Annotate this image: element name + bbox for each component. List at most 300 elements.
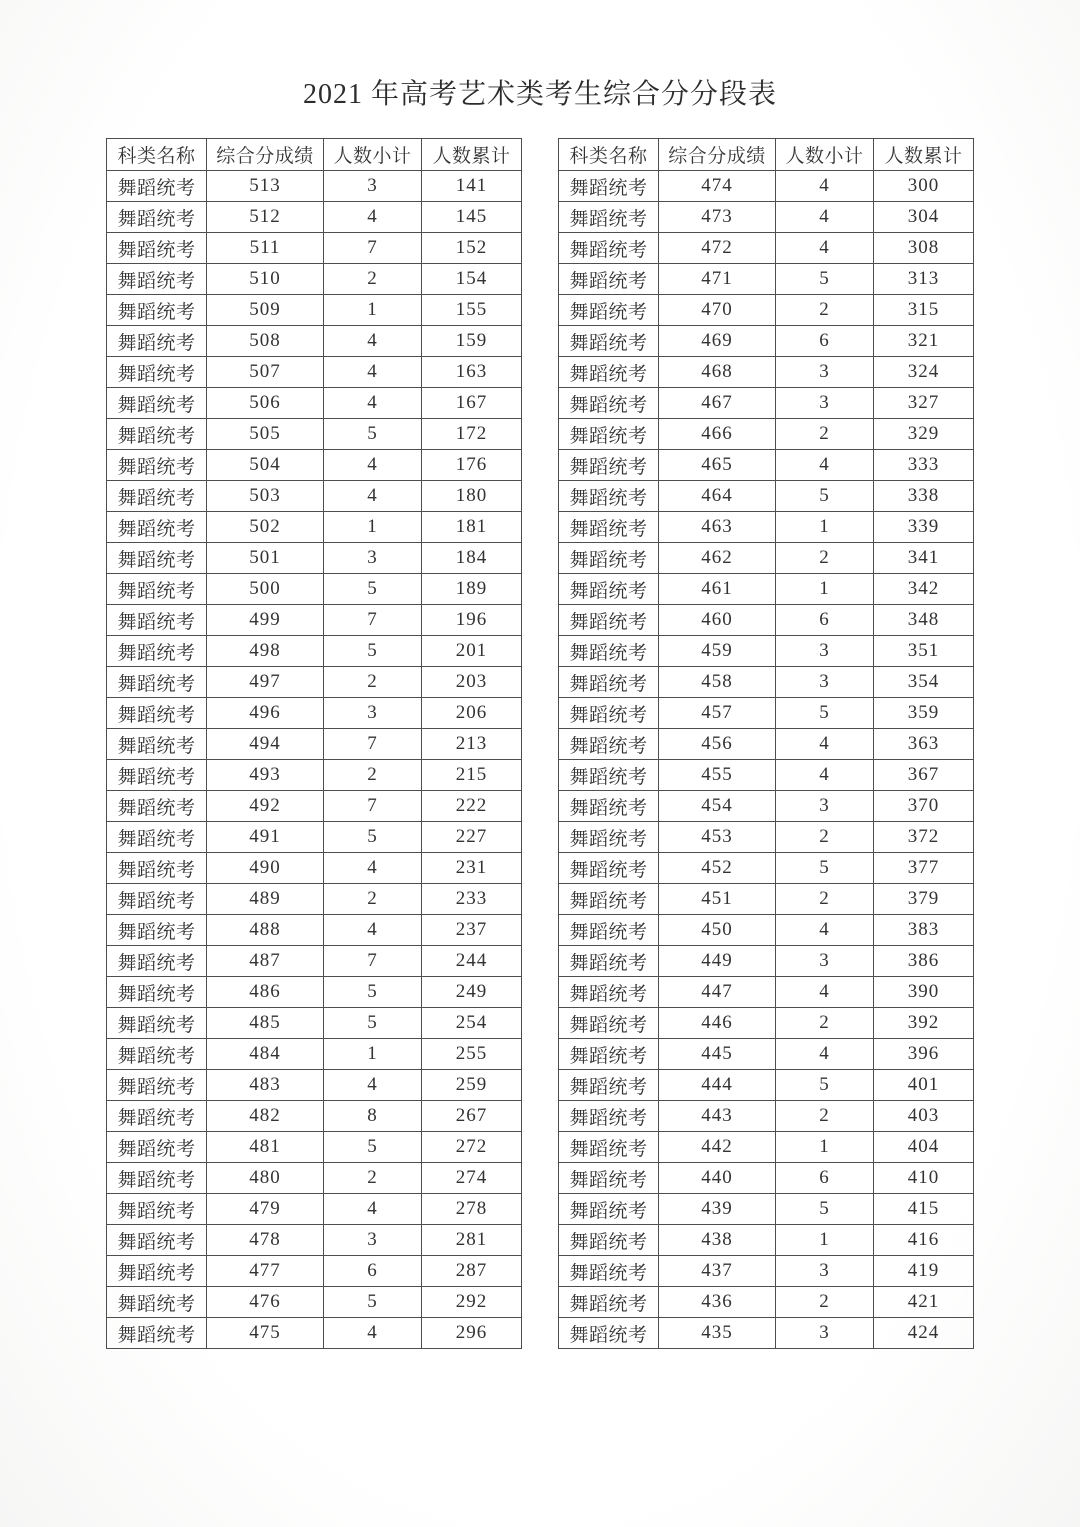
subtotal-cell: 5 <box>776 1194 874 1225</box>
category-cell: 舞蹈统考 <box>107 481 207 512</box>
cumulative-cell: 300 <box>874 171 974 202</box>
cumulative-cell: 333 <box>874 450 974 481</box>
table-row <box>559 419 974 450</box>
table-row <box>559 667 974 698</box>
cumulative-cell: 155 <box>422 295 522 326</box>
cumulative-cell: 386 <box>874 946 974 977</box>
category-cell: 舞蹈统考 <box>107 1008 207 1039</box>
column-header: 综合分成绩 <box>207 139 324 171</box>
category-cell: 舞蹈统考 <box>107 1287 207 1318</box>
table-row <box>559 884 974 915</box>
cumulative-cell: 416 <box>874 1225 974 1256</box>
tables-container <box>0 138 1080 1349</box>
cumulative-cell: 390 <box>874 977 974 1008</box>
cumulative-cell: 244 <box>422 946 522 977</box>
category-cell: 舞蹈统考 <box>559 884 659 915</box>
cumulative-cell: 201 <box>422 636 522 667</box>
score-cell: 493 <box>207 760 324 791</box>
score-table-left <box>106 138 522 1349</box>
subtotal-cell: 4 <box>776 233 874 264</box>
score-cell: 480 <box>207 1163 324 1194</box>
table-row <box>559 605 974 636</box>
cumulative-cell: 354 <box>874 667 974 698</box>
cumulative-cell: 383 <box>874 915 974 946</box>
subtotal-cell: 2 <box>324 1163 422 1194</box>
score-cell: 446 <box>659 1008 776 1039</box>
cumulative-cell: 259 <box>422 1070 522 1101</box>
score-cell: 485 <box>207 1008 324 1039</box>
table-row <box>559 1070 974 1101</box>
table-row <box>107 946 522 977</box>
subtotal-cell: 2 <box>776 1287 874 1318</box>
score-cell: 502 <box>207 512 324 543</box>
table-row <box>107 419 522 450</box>
table-row <box>107 1287 522 1318</box>
cumulative-cell: 313 <box>874 264 974 295</box>
cumulative-cell: 315 <box>874 295 974 326</box>
score-cell: 506 <box>207 388 324 419</box>
table-row <box>107 1163 522 1194</box>
cumulative-cell: 296 <box>422 1318 522 1349</box>
table-row <box>559 1287 974 1318</box>
subtotal-cell: 3 <box>776 667 874 698</box>
category-cell: 舞蹈统考 <box>559 1225 659 1256</box>
subtotal-cell: 4 <box>776 760 874 791</box>
table-row <box>559 326 974 357</box>
score-cell: 465 <box>659 450 776 481</box>
cumulative-cell: 254 <box>422 1008 522 1039</box>
cumulative-cell: 281 <box>422 1225 522 1256</box>
category-cell: 舞蹈统考 <box>559 915 659 946</box>
subtotal-cell: 4 <box>324 915 422 946</box>
category-cell: 舞蹈统考 <box>107 1318 207 1349</box>
score-cell: 503 <box>207 481 324 512</box>
cumulative-cell: 338 <box>874 481 974 512</box>
cumulative-cell: 203 <box>422 667 522 698</box>
cumulative-cell: 410 <box>874 1163 974 1194</box>
subtotal-cell: 6 <box>776 1163 874 1194</box>
table-row <box>107 698 522 729</box>
table-row <box>559 543 974 574</box>
column-header: 科类名称 <box>559 139 659 171</box>
score-cell: 444 <box>659 1070 776 1101</box>
subtotal-cell: 3 <box>324 543 422 574</box>
category-cell: 舞蹈统考 <box>107 946 207 977</box>
cumulative-cell: 233 <box>422 884 522 915</box>
subtotal-cell: 4 <box>324 450 422 481</box>
score-cell: 508 <box>207 326 324 357</box>
cumulative-cell: 327 <box>874 388 974 419</box>
subtotal-cell: 4 <box>324 357 422 388</box>
subtotal-cell: 4 <box>776 977 874 1008</box>
score-cell: 487 <box>207 946 324 977</box>
score-cell: 477 <box>207 1256 324 1287</box>
table-row <box>107 264 522 295</box>
cumulative-cell: 421 <box>874 1287 974 1318</box>
subtotal-cell: 4 <box>776 1039 874 1070</box>
subtotal-cell: 4 <box>324 481 422 512</box>
score-cell: 466 <box>659 419 776 450</box>
category-cell: 舞蹈统考 <box>559 636 659 667</box>
cumulative-cell: 167 <box>422 388 522 419</box>
cumulative-cell: 341 <box>874 543 974 574</box>
subtotal-cell: 3 <box>324 698 422 729</box>
table-row <box>559 264 974 295</box>
table-row <box>107 760 522 791</box>
cumulative-cell: 274 <box>422 1163 522 1194</box>
score-cell: 445 <box>659 1039 776 1070</box>
table-row <box>559 295 974 326</box>
table-row <box>107 791 522 822</box>
category-cell: 舞蹈统考 <box>559 264 659 295</box>
category-cell: 舞蹈统考 <box>107 388 207 419</box>
score-cell: 462 <box>659 543 776 574</box>
cumulative-cell: 351 <box>874 636 974 667</box>
cumulative-cell: 189 <box>422 574 522 605</box>
score-cell: 499 <box>207 605 324 636</box>
cumulative-cell: 159 <box>422 326 522 357</box>
cumulative-cell: 339 <box>874 512 974 543</box>
category-cell: 舞蹈统考 <box>559 946 659 977</box>
subtotal-cell: 1 <box>324 512 422 543</box>
category-cell: 舞蹈统考 <box>559 388 659 419</box>
score-cell: 483 <box>207 1070 324 1101</box>
score-cell: 447 <box>659 977 776 1008</box>
category-cell: 舞蹈统考 <box>107 760 207 791</box>
cumulative-cell: 278 <box>422 1194 522 1225</box>
table-row <box>107 1008 522 1039</box>
score-cell: 455 <box>659 760 776 791</box>
cumulative-cell: 359 <box>874 698 974 729</box>
category-cell: 舞蹈统考 <box>559 202 659 233</box>
score-cell: 453 <box>659 822 776 853</box>
table-row <box>559 574 974 605</box>
table-row <box>107 605 522 636</box>
category-cell: 舞蹈统考 <box>559 1194 659 1225</box>
subtotal-cell: 5 <box>324 1008 422 1039</box>
category-cell: 舞蹈统考 <box>107 1101 207 1132</box>
cumulative-cell: 292 <box>422 1287 522 1318</box>
category-cell: 舞蹈统考 <box>559 1101 659 1132</box>
table-row <box>107 202 522 233</box>
category-cell: 舞蹈统考 <box>559 729 659 760</box>
subtotal-cell: 5 <box>776 264 874 295</box>
cumulative-cell: 176 <box>422 450 522 481</box>
subtotal-cell: 4 <box>776 202 874 233</box>
table-row <box>107 574 522 605</box>
cumulative-cell: 308 <box>874 233 974 264</box>
column-header: 人数小计 <box>776 139 874 171</box>
score-cell: 440 <box>659 1163 776 1194</box>
category-cell: 舞蹈统考 <box>559 1008 659 1039</box>
cumulative-cell: 222 <box>422 791 522 822</box>
subtotal-cell: 6 <box>776 326 874 357</box>
category-cell: 舞蹈统考 <box>559 357 659 388</box>
cumulative-cell: 342 <box>874 574 974 605</box>
table-row <box>107 450 522 481</box>
score-cell: 460 <box>659 605 776 636</box>
subtotal-cell: 2 <box>776 295 874 326</box>
table-row <box>107 326 522 357</box>
column-header: 人数累计 <box>422 139 522 171</box>
table-row <box>559 698 974 729</box>
table-row <box>559 450 974 481</box>
score-cell: 436 <box>659 1287 776 1318</box>
category-cell: 舞蹈统考 <box>107 357 207 388</box>
category-cell: 舞蹈统考 <box>107 977 207 1008</box>
table-row <box>107 1318 522 1349</box>
score-cell: 438 <box>659 1225 776 1256</box>
table-row <box>107 1070 522 1101</box>
category-cell: 舞蹈统考 <box>559 977 659 1008</box>
cumulative-cell: 141 <box>422 171 522 202</box>
cumulative-cell: 145 <box>422 202 522 233</box>
subtotal-cell: 6 <box>324 1256 422 1287</box>
subtotal-cell: 4 <box>324 202 422 233</box>
subtotal-cell: 2 <box>324 760 422 791</box>
subtotal-cell: 4 <box>324 853 422 884</box>
category-cell: 舞蹈统考 <box>107 1225 207 1256</box>
cumulative-cell: 237 <box>422 915 522 946</box>
category-cell: 舞蹈统考 <box>559 1318 659 1349</box>
subtotal-cell: 1 <box>776 1225 874 1256</box>
category-cell: 舞蹈统考 <box>107 822 207 853</box>
category-cell: 舞蹈统考 <box>559 419 659 450</box>
column-header: 人数小计 <box>324 139 422 171</box>
subtotal-cell: 6 <box>776 605 874 636</box>
subtotal-cell: 3 <box>776 946 874 977</box>
score-cell: 442 <box>659 1132 776 1163</box>
subtotal-cell: 7 <box>324 791 422 822</box>
subtotal-cell: 5 <box>324 822 422 853</box>
category-cell: 舞蹈统考 <box>107 636 207 667</box>
category-cell: 舞蹈统考 <box>107 233 207 264</box>
category-cell: 舞蹈统考 <box>107 605 207 636</box>
subtotal-cell: 5 <box>324 636 422 667</box>
subtotal-cell: 3 <box>776 388 874 419</box>
category-cell: 舞蹈统考 <box>559 1132 659 1163</box>
category-cell: 舞蹈统考 <box>107 171 207 202</box>
table-row <box>559 1163 974 1194</box>
category-cell: 舞蹈统考 <box>559 295 659 326</box>
subtotal-cell: 3 <box>324 171 422 202</box>
table-row <box>559 1101 974 1132</box>
category-cell: 舞蹈统考 <box>559 1070 659 1101</box>
category-cell: 舞蹈统考 <box>107 915 207 946</box>
category-cell: 舞蹈统考 <box>107 1132 207 1163</box>
table-row <box>559 1039 974 1070</box>
cumulative-cell: 392 <box>874 1008 974 1039</box>
subtotal-cell: 2 <box>776 419 874 450</box>
subtotal-cell: 4 <box>324 1070 422 1101</box>
table-row <box>559 1318 974 1349</box>
subtotal-cell: 1 <box>324 295 422 326</box>
score-cell: 491 <box>207 822 324 853</box>
subtotal-cell: 2 <box>776 884 874 915</box>
subtotal-cell: 1 <box>776 574 874 605</box>
subtotal-cell: 2 <box>776 1008 874 1039</box>
category-cell: 舞蹈统考 <box>107 1163 207 1194</box>
category-cell: 舞蹈统考 <box>559 605 659 636</box>
table-row <box>107 295 522 326</box>
category-cell: 舞蹈统考 <box>559 512 659 543</box>
score-cell: 454 <box>659 791 776 822</box>
score-cell: 511 <box>207 233 324 264</box>
score-cell: 458 <box>659 667 776 698</box>
score-cell: 475 <box>207 1318 324 1349</box>
table-row <box>559 233 974 264</box>
cumulative-cell: 227 <box>422 822 522 853</box>
subtotal-cell: 1 <box>776 512 874 543</box>
score-cell: 439 <box>659 1194 776 1225</box>
subtotal-cell: 5 <box>776 698 874 729</box>
cumulative-cell: 184 <box>422 543 522 574</box>
subtotal-cell: 4 <box>776 915 874 946</box>
category-cell: 舞蹈统考 <box>559 481 659 512</box>
table-row <box>559 357 974 388</box>
subtotal-cell: 4 <box>324 388 422 419</box>
category-cell: 舞蹈统考 <box>107 1256 207 1287</box>
category-cell: 舞蹈统考 <box>107 853 207 884</box>
header-row <box>559 139 974 171</box>
cumulative-cell: 267 <box>422 1101 522 1132</box>
table-row <box>559 915 974 946</box>
table-row <box>107 543 522 574</box>
score-cell: 476 <box>207 1287 324 1318</box>
cumulative-cell: 249 <box>422 977 522 1008</box>
table-row <box>559 1225 974 1256</box>
score-cell: 472 <box>659 233 776 264</box>
subtotal-cell: 4 <box>776 729 874 760</box>
column-header: 科类名称 <box>107 139 207 171</box>
score-cell: 484 <box>207 1039 324 1070</box>
subtotal-cell: 7 <box>324 233 422 264</box>
score-table-right <box>558 138 974 1349</box>
table-row <box>107 729 522 760</box>
cumulative-cell: 424 <box>874 1318 974 1349</box>
table-row <box>559 1256 974 1287</box>
table-row <box>107 388 522 419</box>
category-cell: 舞蹈统考 <box>107 1194 207 1225</box>
score-cell: 512 <box>207 202 324 233</box>
score-cell: 467 <box>659 388 776 419</box>
category-cell: 舞蹈统考 <box>107 667 207 698</box>
category-cell: 舞蹈统考 <box>107 791 207 822</box>
category-cell: 舞蹈统考 <box>107 574 207 605</box>
score-cell: 501 <box>207 543 324 574</box>
subtotal-cell: 2 <box>324 667 422 698</box>
score-cell: 500 <box>207 574 324 605</box>
table-row <box>107 481 522 512</box>
score-cell: 479 <box>207 1194 324 1225</box>
cumulative-cell: 396 <box>874 1039 974 1070</box>
cumulative-cell: 215 <box>422 760 522 791</box>
table-row <box>107 636 522 667</box>
table-row <box>559 791 974 822</box>
table-row <box>559 388 974 419</box>
table-row <box>107 1225 522 1256</box>
cumulative-cell: 213 <box>422 729 522 760</box>
cumulative-cell: 377 <box>874 853 974 884</box>
score-cell: 468 <box>659 357 776 388</box>
score-cell: 449 <box>659 946 776 977</box>
category-cell: 舞蹈统考 <box>107 512 207 543</box>
table-row <box>107 667 522 698</box>
table-row <box>559 760 974 791</box>
score-cell: 456 <box>659 729 776 760</box>
cumulative-cell: 255 <box>422 1039 522 1070</box>
category-cell: 舞蹈统考 <box>559 1287 659 1318</box>
table-row <box>559 1008 974 1039</box>
subtotal-cell: 5 <box>776 481 874 512</box>
subtotal-cell: 7 <box>324 605 422 636</box>
cumulative-cell: 401 <box>874 1070 974 1101</box>
subtotal-cell: 4 <box>324 1194 422 1225</box>
category-cell: 舞蹈统考 <box>107 1039 207 1070</box>
cumulative-cell: 304 <box>874 202 974 233</box>
table-row <box>559 481 974 512</box>
category-cell: 舞蹈统考 <box>107 450 207 481</box>
subtotal-cell: 4 <box>324 1318 422 1349</box>
table-row <box>559 729 974 760</box>
score-cell: 451 <box>659 884 776 915</box>
category-cell: 舞蹈统考 <box>107 264 207 295</box>
table-row <box>107 357 522 388</box>
table-row <box>559 853 974 884</box>
subtotal-cell: 5 <box>324 1132 422 1163</box>
category-cell: 舞蹈统考 <box>559 450 659 481</box>
score-cell: 504 <box>207 450 324 481</box>
subtotal-cell: 1 <box>324 1039 422 1070</box>
category-cell: 舞蹈统考 <box>559 791 659 822</box>
score-cell: 494 <box>207 729 324 760</box>
score-cell: 463 <box>659 512 776 543</box>
subtotal-cell: 4 <box>776 171 874 202</box>
score-cell: 457 <box>659 698 776 729</box>
subtotal-cell: 7 <box>324 946 422 977</box>
category-cell: 舞蹈统考 <box>559 760 659 791</box>
category-cell: 舞蹈统考 <box>559 667 659 698</box>
score-cell: 435 <box>659 1318 776 1349</box>
header-row <box>107 139 522 171</box>
cumulative-cell: 419 <box>874 1256 974 1287</box>
score-cell: 450 <box>659 915 776 946</box>
category-cell: 舞蹈统考 <box>107 202 207 233</box>
score-cell: 470 <box>659 295 776 326</box>
score-cell: 461 <box>659 574 776 605</box>
cumulative-cell: 231 <box>422 853 522 884</box>
subtotal-cell: 8 <box>324 1101 422 1132</box>
subtotal-cell: 7 <box>324 729 422 760</box>
score-cell: 452 <box>659 853 776 884</box>
category-cell: 舞蹈统考 <box>559 543 659 574</box>
table-row <box>559 977 974 1008</box>
category-cell: 舞蹈统考 <box>107 884 207 915</box>
score-cell: 481 <box>207 1132 324 1163</box>
category-cell: 舞蹈统考 <box>107 698 207 729</box>
cumulative-cell: 372 <box>874 822 974 853</box>
subtotal-cell: 5 <box>324 1287 422 1318</box>
table-row <box>107 171 522 202</box>
score-cell: 497 <box>207 667 324 698</box>
subtotal-cell: 2 <box>324 884 422 915</box>
cumulative-cell: 287 <box>422 1256 522 1287</box>
subtotal-cell: 2 <box>776 543 874 574</box>
score-cell: 510 <box>207 264 324 295</box>
cumulative-cell: 163 <box>422 357 522 388</box>
subtotal-cell: 3 <box>776 1318 874 1349</box>
score-cell: 488 <box>207 915 324 946</box>
